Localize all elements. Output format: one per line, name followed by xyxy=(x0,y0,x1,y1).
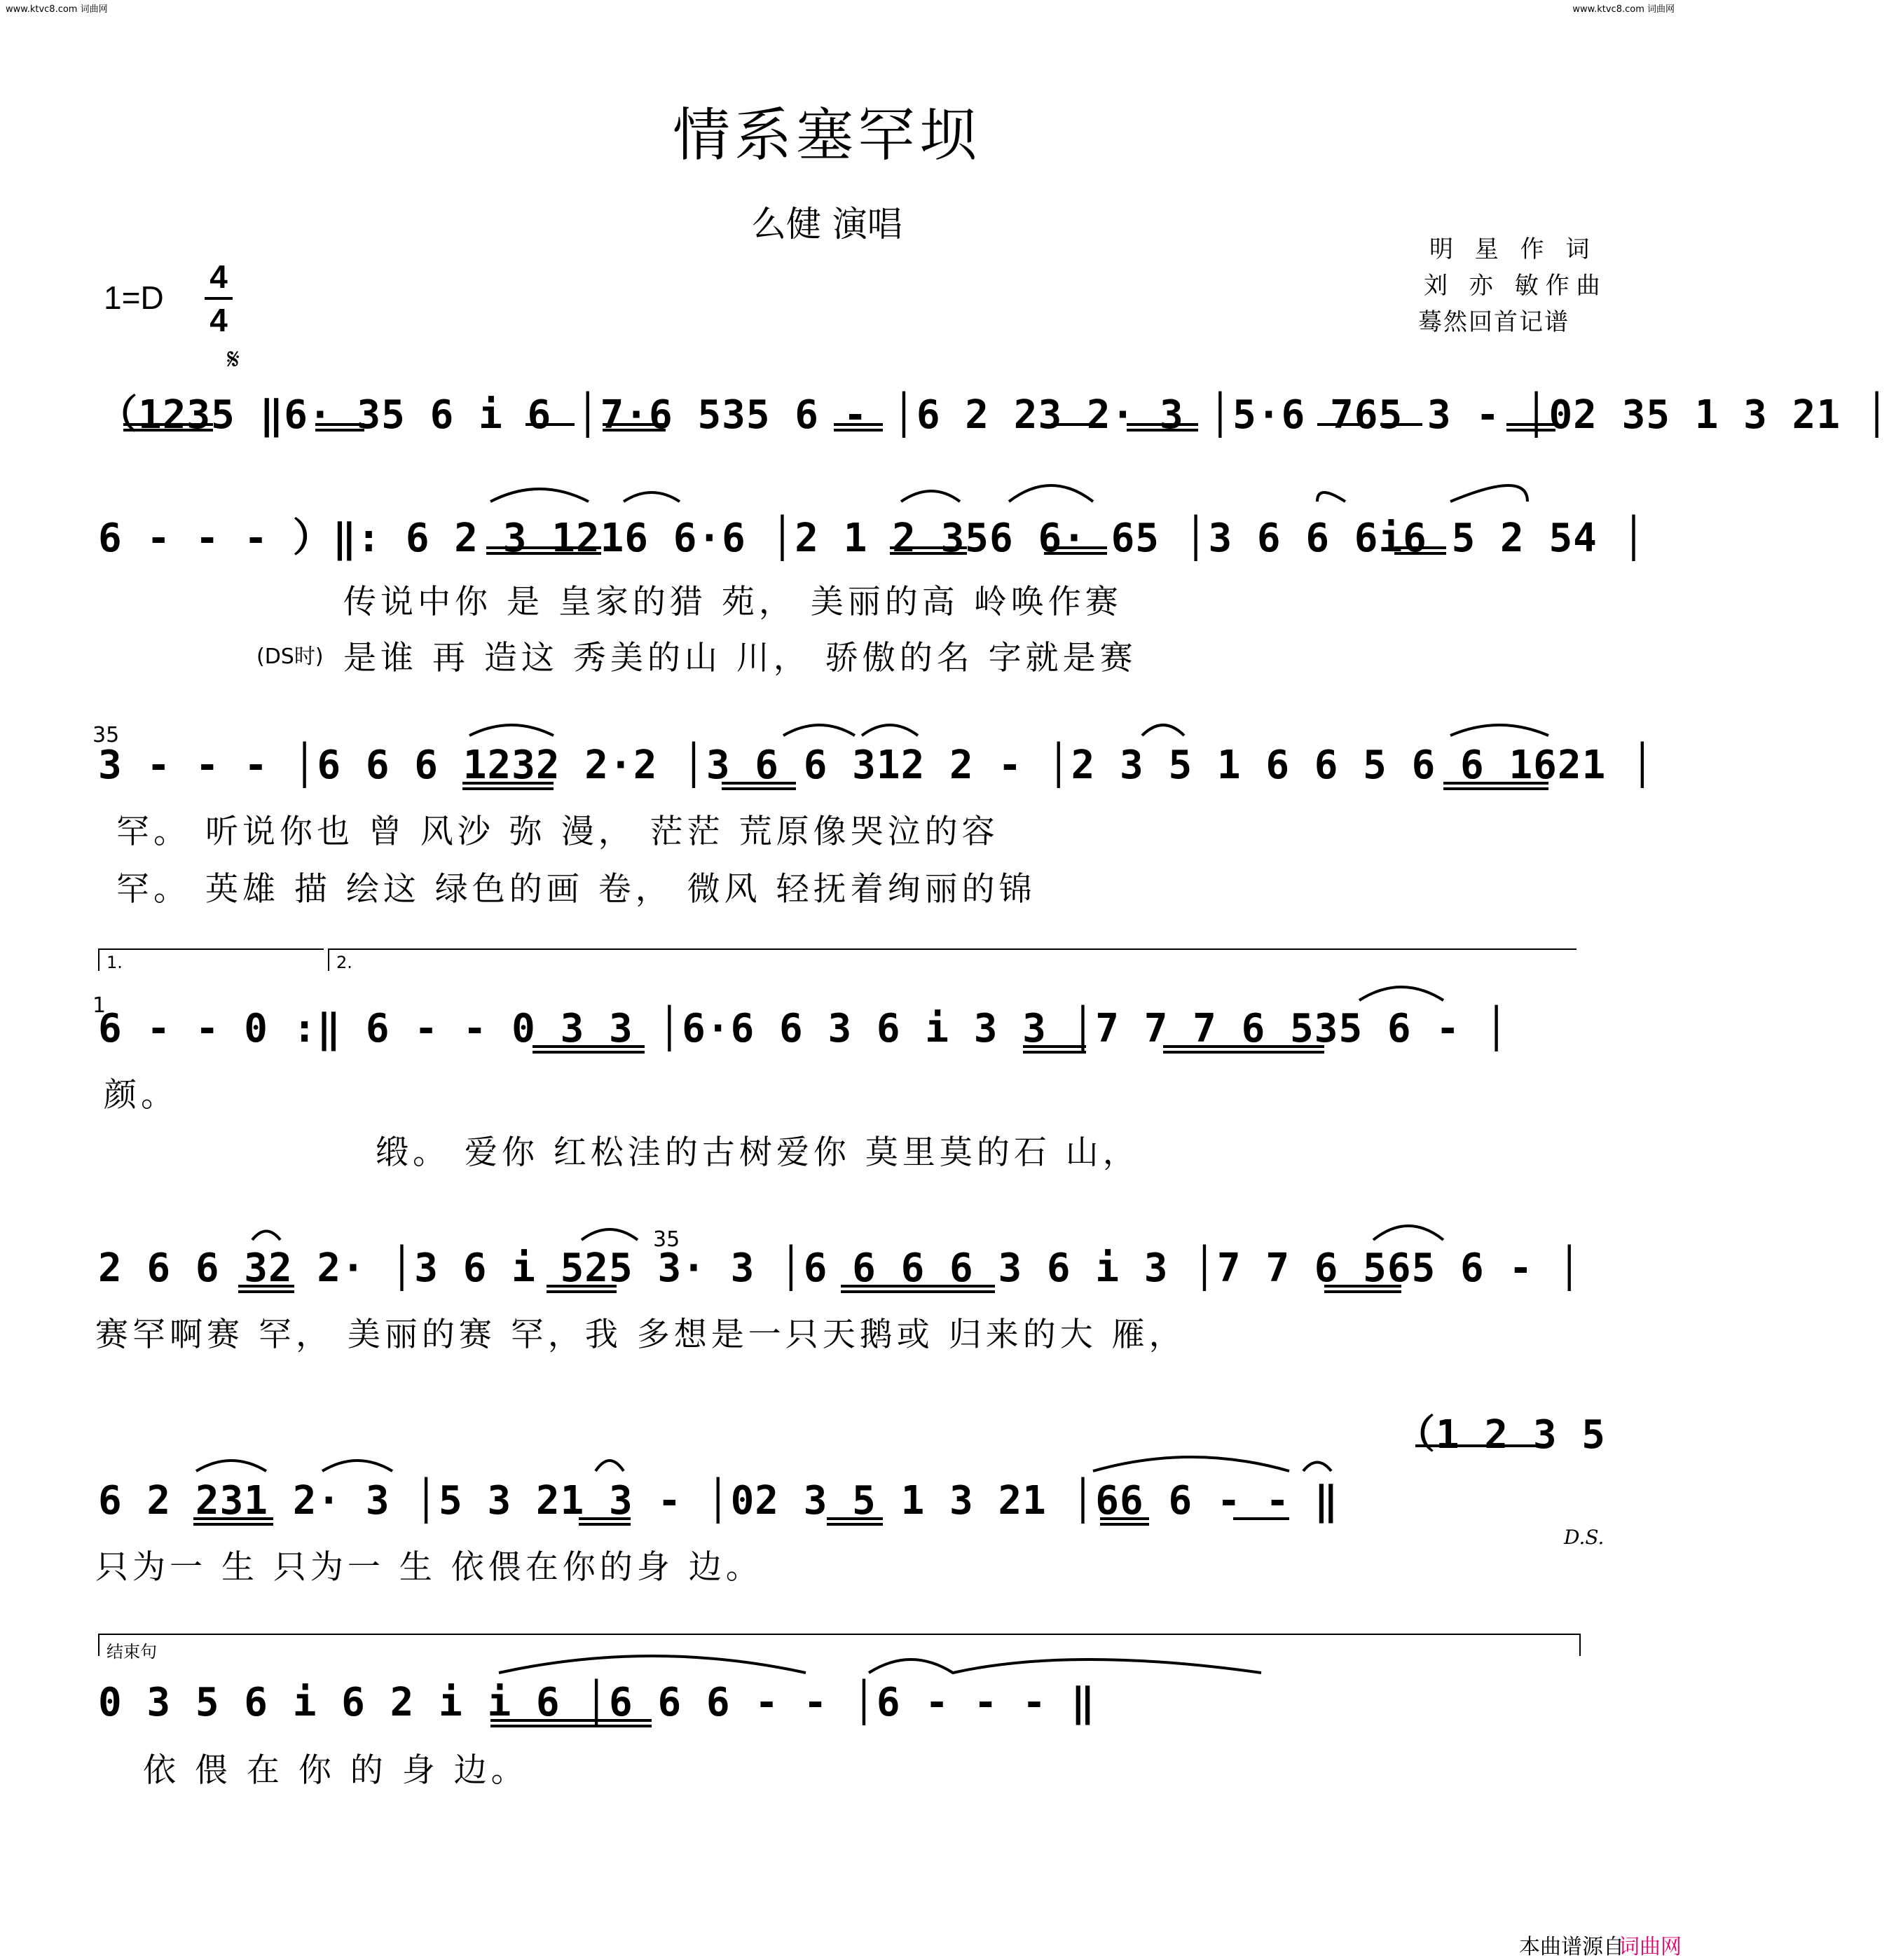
grace-note-system-3: 35 xyxy=(92,723,120,747)
key-signature: 1=D xyxy=(104,279,164,316)
volta-2-label: 2. xyxy=(336,953,352,972)
grace-note-system-4: 1 xyxy=(92,993,107,1018)
composer-credit: 刘 亦 敏作曲 xyxy=(1424,272,1607,300)
lyric-system-2-verse-2: 是谁 再 造这 秀美的山 川， 骄傲的名 字就是赛 xyxy=(343,639,1137,677)
header-left-watermark: www.ktvc8.com 词曲网 xyxy=(6,4,108,15)
lyric-system-3-verse-2: 罕。 英雄 描 绘这 绿色的画 卷， 微风 轻抚着绚丽的锦 xyxy=(116,870,1036,909)
lyric-ds-prefix: (DS时) xyxy=(256,644,324,669)
lyricist-credit: 明 星 作 词 xyxy=(1429,235,1597,263)
coda-label: 结束句 xyxy=(107,1642,157,1662)
score-system-3: 3 - - - │6 6 6 1232 2·2 │3 6 6 312 2 - │2 3 5 1 6 6 5 6 6 1621 │ xyxy=(98,743,1655,788)
lyric-system-7: 依 偎 在 你 的 身 边。 xyxy=(143,1751,528,1790)
score-system-4: 6 - - 0 :‖ 6 - - 0 3 3 │6·6 6 3 6 i 3 3 │7 7 7 6 535 6 - │ xyxy=(98,1006,1509,1051)
volta-1-label: 1. xyxy=(107,953,123,972)
score-system-6-prefix: （1 2 3 5 xyxy=(1396,1412,1607,1458)
da-segno-mark: D.S. xyxy=(1564,1526,1605,1549)
page-title: 情系塞罕坝 xyxy=(673,102,982,169)
score-system-1: （1235 ‖6· 35 6 i 6 │7·6 535 6 - │6 2 23 2· 3 │5·6 765 3 - │02 35 1 3 21 │ xyxy=(98,392,1889,438)
lyric-system-4-verse-2: 缎。 爱你 红松洼的古树爱你 莫里莫的石 山， xyxy=(376,1133,1140,1172)
singer-credit: 么健 演唱 xyxy=(751,204,902,244)
score-system-6: 6 2 231 2· 3 │5 3 21 3 - │02 3 5 1 3 21 │66 6 - - ‖ xyxy=(98,1478,1339,1524)
lyric-system-6: 只为一 生 只为一 生 依偎在你的身 边。 xyxy=(95,1548,763,1587)
lyric-system-3-verse-1: 罕。 听说你也 曾 风沙 弥 漫， 茫茫 荒原像哭泣的容 xyxy=(116,813,999,851)
footer-site-name: 词曲网 xyxy=(1619,1935,1682,1959)
score-system-5: 2 6 6 32 2· │3 6 i 525 3· 3 │6 6 6 6 3 6 i 3 │7 7 6 565 6 - │ xyxy=(98,1245,1582,1291)
time-signature-top: 4 xyxy=(209,258,228,295)
score-system-7: 0 3 5 6 i 6 2 i i 6 │6 6 6 - - │6 - - - ‖ xyxy=(98,1680,1096,1725)
grace-note-system-5: 35 xyxy=(653,1227,680,1252)
footer-source-text: 本曲谱源自 xyxy=(1519,1935,1624,1959)
transcriber-credit: 蓦然回首记谱 xyxy=(1418,308,1569,336)
score-system-2: 6 - - - ）‖: 6 2 3 1216 6·6 │2 1 2 356 6· 65 │3 6 6 6i6 5 2 54 │ xyxy=(98,516,1647,561)
lyric-system-2-verse-1: 传说中你 是 皇家的猎 苑， 美丽的高 岭唤作赛 xyxy=(343,583,1122,621)
time-signature-bottom: 4 xyxy=(209,302,228,338)
lyric-system-5: 赛罕啊赛 罕， 美丽的赛 罕，我 多想是一只天鹅或 归来的大 雁， xyxy=(95,1316,1186,1354)
segno-sign: 𝄋 xyxy=(227,342,240,376)
lyric-system-4-verse-1: 颜。 xyxy=(104,1076,178,1114)
header-right-watermark: www.ktvc8.com 词曲网 xyxy=(1572,4,1675,15)
